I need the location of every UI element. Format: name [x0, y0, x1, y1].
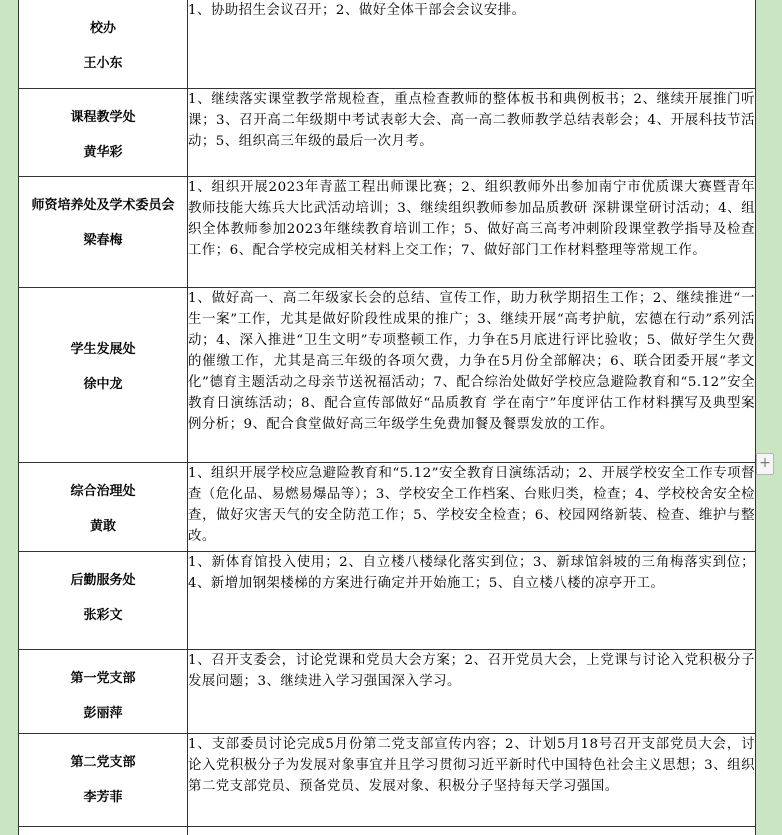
task-description: 1、召开支委会，讨论党课和党员大会方案；2、召开党员大会，上党课与讨论入党积极分子发展问题；3、继续进入学习强国深入学习。	[188, 650, 756, 734]
plus-icon: +	[759, 455, 771, 471]
department-name: 第二党支部	[70, 755, 136, 770]
responsible-person: 王小东	[83, 56, 123, 71]
department-cell	[19, 463, 188, 552]
responsible-person: 徐中龙	[83, 377, 123, 392]
table-row	[19, 177, 756, 288]
department-name: 第一党支部	[70, 671, 136, 686]
responsible-person: 黄华彩	[83, 145, 123, 160]
table-row	[19, 288, 756, 463]
task-description: 1、支部委员讨论完成5月份第二党支部宣传内容；2、计划5月18号召开支部党员大会，讨论入党积极分子为发展对象事宜并且学习贯彻习近平新时代中国特色社会主义思想；3、组织第二党支部党员、预备党员、发展对象、积极分子坚持每天学习强国。	[188, 734, 756, 827]
task-description: 1、组织开展2023年青蓝工程出师课比赛；2、组织教师外出参加南宁市优质课大赛暨青年教师技能大练兵大比武活动培训；3、继续组织教师参加品质教研 深耕课堂研讨活动；4、组织全体教师参加2023年继续教育培训工作；5、做好高三高考冲刺阶段课堂教学指导及检查工作；6、配合学校完成相关材料上交工作；7、做好部门工作材料整理等常规工作。	[188, 177, 756, 288]
department-cell	[19, 827, 188, 835]
department-cell	[19, 734, 188, 827]
table-row	[19, 552, 756, 650]
department-name: 课程教学处	[70, 110, 136, 125]
department-name: 后勤服务处	[70, 573, 136, 588]
responsible-person: 彭丽萍	[83, 706, 123, 721]
responsible-person: 梁春梅	[83, 233, 123, 248]
department-name: 学生发展处	[70, 342, 136, 357]
department-cell	[19, 177, 188, 288]
department-cell	[19, 89, 188, 177]
task-description: 1、新体育馆投入使用；2、自立楼八楼绿化落实到位；3、新球馆斜坡的三角梅落实到位；4、新增加钢架楼梯的方案进行确定并开始施工；5、自立楼八楼的凉亭开工。	[188, 552, 756, 650]
work-plan-table	[18, 0, 756, 835]
department-cell	[19, 0, 188, 89]
table-row	[19, 0, 756, 89]
table-row	[19, 827, 756, 835]
task-description: 1、继续落实课堂教学常规检查，重点检查教师的整体板书和典例板书；2、继续开展推门听课；3、召开高二年级期中考试表彰大会、高一高二教师教学总结表彰会；4、开展科技节活动；5、组织高三年级的最后一次月考。	[188, 89, 756, 177]
table-row	[19, 463, 756, 552]
add-row-button[interactable]	[756, 453, 774, 475]
task-description: 1、做好高一、高二年级家长会的总结、宣传工作，助力秋学期招生工作；2、继续推进“一生一案”工作，尤其是做好阶段性成果的推广；3、继续开展“高考护航，宏德在行动”系列活动；4、深入推进“卫生文明”专项整顿工作，力争在5月底进行评比验收；5、做好学生欠费的催缴工作，尤其是高三年级的各项欠费，力争在5月份全部解决；6、联合团委开展“孝文化”德育主题活动之母亲节送祝福活动；7、配合综治处做好学校应急避险教育和“5.12”安全教育日演练活动；8、配合宣传部做好“品质教育 学在南宁”年度评估工作材料撰写及典型案例分析；9、配合食堂做好高三年级学生免费加餐及餐票发放的工作。	[188, 288, 756, 463]
responsible-person: 张彩文	[83, 608, 123, 623]
responsible-person: 黄敢	[89, 519, 116, 534]
department-name: 师资培养处及学术委员会	[31, 198, 175, 213]
task-description	[188, 827, 756, 835]
table-row	[19, 734, 756, 827]
table-row	[19, 650, 756, 734]
task-description: 1、协助招生会议召开；2、做好全体干部会会议安排。	[188, 0, 756, 89]
responsible-person: 李芳菲	[83, 790, 123, 805]
department-cell	[19, 552, 188, 650]
document-page	[18, 0, 756, 835]
table-row	[19, 89, 756, 177]
department-cell	[19, 650, 188, 734]
department-cell	[19, 288, 188, 463]
task-description: 1、组织开展学校应急避险教育和“5.12”安全教育日演练活动；2、开展学校安全工作专项督查（危化品、易燃易爆品等）；3、学校安全工作档案、台账归类，检查；4、学校校舍安全检查，做好灾害天气的安全防范工作；5、学校安全检查；6、校园网络新装、检查、维护与整改。	[188, 463, 756, 552]
department-name: 校办	[89, 21, 116, 36]
department-name: 综合治理处	[70, 484, 136, 499]
